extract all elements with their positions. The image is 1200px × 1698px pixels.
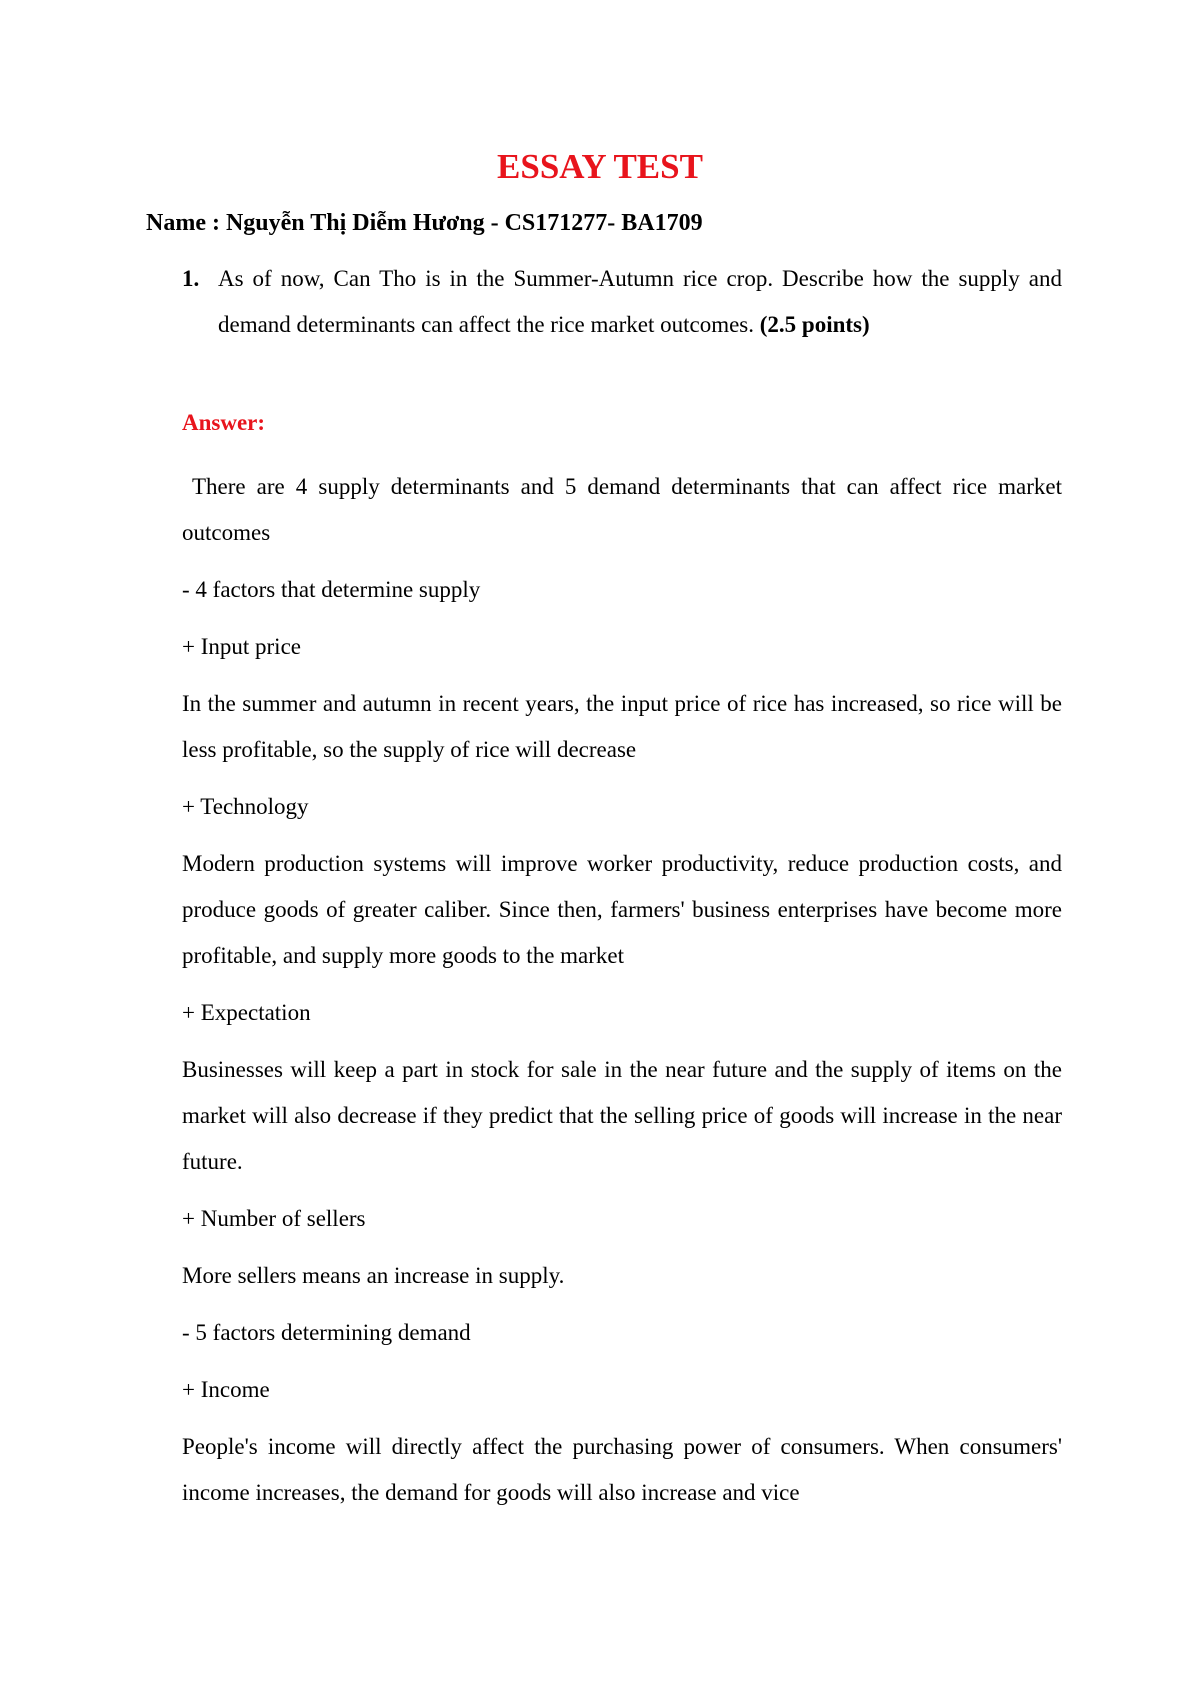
question-points: (2.5 points): [759, 312, 870, 337]
answer-paragraph: People's income will directly affect the purchasing power of consumers. When consumers' income increases, the demand for goods will also increase and vice: [182, 1434, 1062, 1505]
answer-body: [182, 464, 1062, 1527]
answer-label: Answer:: [182, 410, 266, 435]
question-text: [218, 256, 1062, 348]
answer-paragraph: + Technology: [182, 794, 309, 819]
answer-paragraph: + Expectation: [182, 1000, 311, 1025]
question-number: 1.: [182, 266, 200, 291]
answer-paragraph: Modern production systems will improve worker productivity, reduce production costs, and produce goods of greater caliber. Since then, farmers' business enterprises have become more profitable, and supply more goods to the market: [182, 851, 1062, 968]
answer-paragraph: + Number of sellers: [182, 1206, 366, 1231]
question-1: [182, 256, 1062, 348]
answer-paragraph: Businesses will keep a part in stock for sale in the near future and the supply of items on the market will also decrease if they predict that the selling price of goods will increase in the near future.: [182, 1057, 1062, 1174]
answer-paragraph: - 4 factors that determine supply: [182, 577, 481, 602]
answer-paragraph: In the summer and autumn in recent years, the input price of rice has increased, so rice will be less profitable, so the supply of rice will decrease: [182, 691, 1062, 762]
answer-paragraph: - 5 factors determining demand: [182, 1320, 471, 1345]
answer-paragraph: There are 4 supply determinants and 5 demand determinants that can affect rice market outcomes: [182, 474, 1062, 545]
answer-paragraph: + Input price: [182, 634, 301, 659]
student-name-line: Name : Nguyễn Thị Diễm Hương - CS171277- BA1709: [146, 210, 703, 236]
question-text-body: As of now, Can Tho is in the Summer-Autumn rice crop. Describe how the supply and demand determinants can affect the rice market outcomes.: [218, 266, 1062, 337]
answer-paragraph: More sellers means an increase in supply.: [182, 1263, 565, 1288]
document-title: ESSAY TEST: [497, 147, 703, 186]
answer-paragraph: + Income: [182, 1377, 270, 1402]
